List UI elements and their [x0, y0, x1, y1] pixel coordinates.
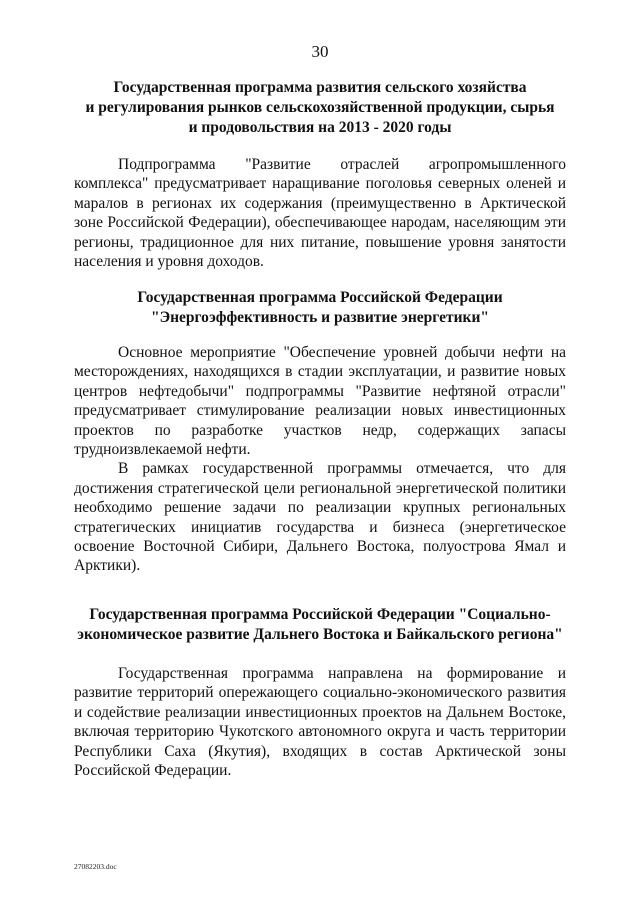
- paragraph: Основное мероприятие "Обеспечение уровней добычи нефти на месторождениях, находящихся в стадии эксплуатации, и развитие новых центров нефтедобычи" подпрограммы "Развитие нефтяной отрасли" предусматривает стимулирование реализации новых инвестиционных проектов по разработке участков недр, содержащих запасы трудноизвлекаемой нефти.: [74, 344, 566, 459]
- section-agriculture-body: [74, 155, 566, 271]
- heading-line: Государственная программа развития сельского хозяйства: [113, 79, 527, 96]
- document-code: 27082203.doc: [74, 862, 117, 871]
- paragraph: В рамках государственной программы отмечается, что для достижения стратегической цели региональной энергетической политики необходимо решение задачи по реализации крупных региональных стратегических инициатив государства и бизнеса (энергетическое освоение Восточной Сибири, Дальнего Востока, полуострова Ямал и Арктики).: [74, 460, 566, 575]
- section-agriculture: [74, 78, 566, 138]
- section-heading: [74, 288, 566, 328]
- paragraph: Подпрограмма "Развитие отраслей агропромышленного комплекса" предусматривает наращивание поголовья северных оленей и маралов в регионах их содержания (преимущественно в Арктической зоне Российской Федерации), обеспечивающее народам, населяющим эти регионы, традиционное для них питание, повышение уровня занятости населения и уровня доходов.: [74, 156, 566, 271]
- section-energy-body: [74, 343, 566, 576]
- heading-line: Государственная программа Российской Федерации "Социально-: [89, 606, 551, 623]
- heading-line: Государственная программа Российской Федерации: [137, 289, 503, 306]
- heading-line: и продовольствия на 2013 - 2020 годы: [188, 119, 452, 136]
- page-number: 30: [311, 42, 329, 61]
- paragraph: Государственная программа направлена на формирование и развитие территорий опережающего социально-экономического развития и содействие реализации инвестиционных проектов на Дальнем Востоке, включая территорию Чукотского автономного округа и часть территории Республики Саха (Якутия), входящих в состав Арктической зоны Российской Федерации.: [74, 665, 566, 780]
- section-far-east: [74, 605, 566, 645]
- section-far-east-body: [74, 664, 566, 780]
- section-heading: [74, 78, 566, 138]
- heading-line: экономическое развитие Дальнего Востока и Байкальского региона": [77, 626, 563, 643]
- section-heading: [74, 605, 566, 645]
- heading-line: и регулирования рынков сельскохозяйственной продукции, сырья: [85, 99, 555, 116]
- section-energy: [74, 288, 566, 328]
- heading-line: "Энергоэффективность и развитие энергетики": [150, 309, 490, 326]
